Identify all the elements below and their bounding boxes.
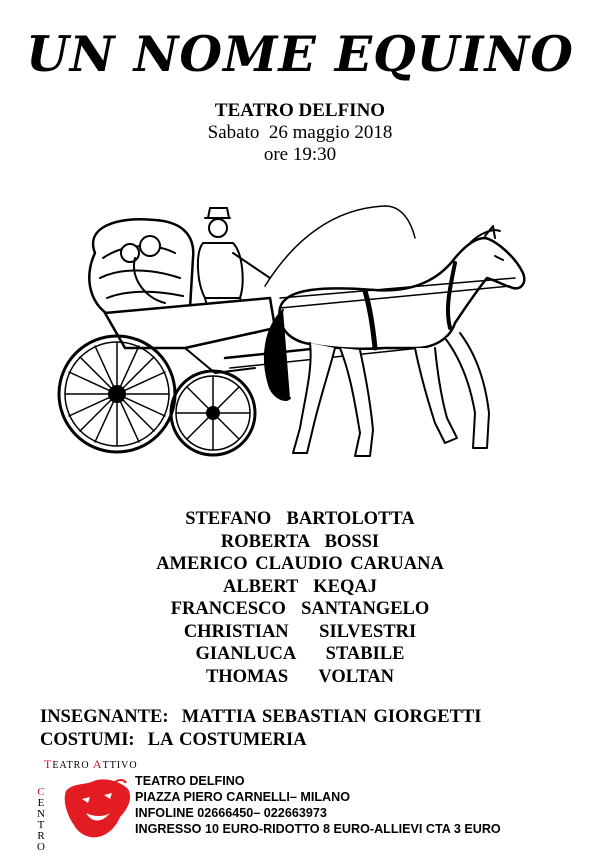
cast-member: THOMAS VOLTAN <box>205 666 395 687</box>
logo-letter: R <box>37 830 45 842</box>
credits <box>40 706 482 752</box>
logo-word-1: EATRO <box>52 760 90 771</box>
rear-wheel <box>59 336 175 452</box>
footer-info <box>135 773 501 837</box>
cast-member: FRANCESCO SANTANGELO <box>170 599 430 619</box>
logo-wordmark-top <box>44 757 138 772</box>
carriage-hood <box>89 219 193 318</box>
logo-letter: E <box>37 797 45 809</box>
teacher-credit: INSEGNANTE: MATTIA SEBASTIAN GIORGETTI <box>40 707 482 727</box>
event-time: ore 19:30 <box>263 144 337 165</box>
cast-member: ROBERTA BOSSI <box>220 531 380 552</box>
logo-initial-a: A <box>92 757 103 771</box>
logo-wordmark-side <box>36 787 46 853</box>
driver-body <box>198 243 243 298</box>
event-date: Sabato 26 maggio 2018 <box>207 122 393 143</box>
cast-list <box>0 508 600 688</box>
centro-teatro-attivo-logo <box>36 757 146 853</box>
horse-carriage-illustration <box>55 198 545 488</box>
event-venue: TEATRO DELFINO <box>214 100 386 121</box>
logo-letter: O <box>37 841 45 853</box>
footer-venue: TEATRO DELFINO <box>135 774 245 788</box>
logo-initial-c: C <box>37 786 45 798</box>
cast-member: CHRISTIAN SILVESTRI <box>183 621 417 642</box>
driver-hat <box>205 208 230 218</box>
logo-word-2: TTIVO <box>102 760 138 771</box>
logo-initial-t: T <box>44 757 53 771</box>
logo-letter: T <box>37 819 45 831</box>
poster-title: UN NOME EQUINO <box>26 25 574 83</box>
footer-address: PIAZZA PIERO CARNELLI– MILANO <box>135 790 351 804</box>
footer-infoline: INFOLINE 02666450– 022663973 <box>135 806 327 820</box>
horse-figure <box>265 226 524 456</box>
costumes-credit: COSTUMI: LA COSTUMERIA <box>40 730 307 750</box>
cast-member: AMERICO CLAUDIO CARUANA <box>156 554 444 574</box>
front-wheel <box>171 371 255 455</box>
cast-member: STEFANO BARTOLOTTA <box>185 509 415 529</box>
footer-tickets: INGRESSO 10 EURO-RIDOTTO 8 EURO-ALLIEVI CTA 3 EURO <box>135 822 501 836</box>
event-info <box>0 100 600 166</box>
cast-member: ALBERT KEQAJ <box>222 576 378 597</box>
logo-letter: N <box>37 808 45 820</box>
theatre-mask-icon <box>60 777 134 841</box>
cast-member: GIANLUCA STABILE <box>195 644 405 664</box>
